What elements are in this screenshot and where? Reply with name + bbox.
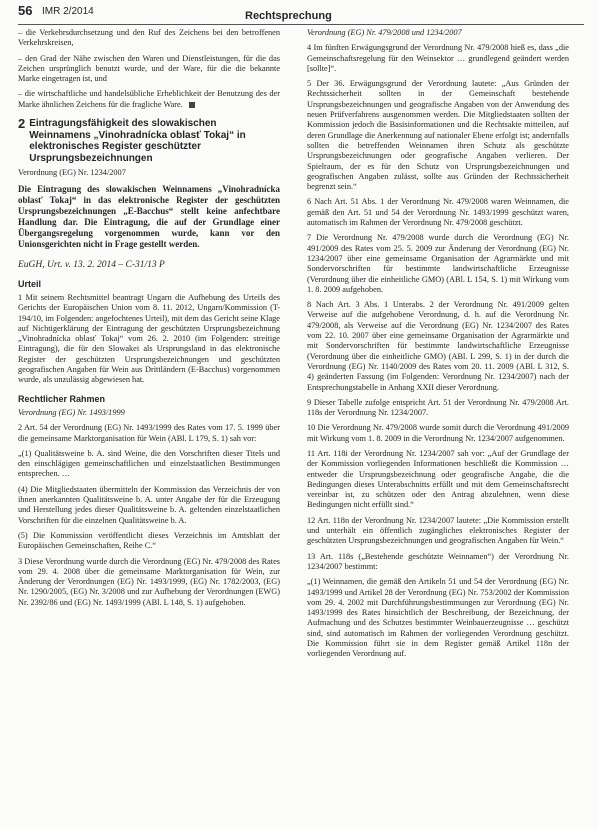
right-para: 10 Die Verordnung Nr. 479/2008 wurde somit durch die Verordnung 491/2009 mit Wirkung vom 1. 8. 2009 in die Verordnung Nr. 1234/2007 aufgenommen. xyxy=(307,423,569,443)
rahmen-heading: Rechtlicher Rahmen xyxy=(18,393,106,404)
right-subheading: Verordnung (EG) Nr. 479/2008 und 1234/2007 xyxy=(307,28,462,37)
left-column xyxy=(18,28,280,613)
right-para: 13 Art. 118s („Bestehende geschützte Weinnamen“) der Verordnung Nr. 1234/2007 bestimmt: xyxy=(307,551,569,571)
intro-para: – die wirtschaftliche und handelsübliche Erheblichkeit der Benutzung des der Marke ähnlichen Zeichens für die fragliche Ware. xyxy=(18,89,280,109)
regulation-line: Verordnung (EG) Nr. 1234/2007 xyxy=(18,168,126,178)
urteil-para: 1 Mit seinem Rechtsmittel beantragt Ungarn die Aufhebung des Urteils des Gerichts der Europäischen Union vom 8. 11. 2012, Ungarn/Kommission (T-194/10, im Folgenden: angefochtenes Urteil), mit dem das Gericht seine Klage auf Nichtigerklärung der Eintragung der geschützten Ursprungsbezeichnung „Vinohradnícka oblasť Tokaj“ vom 26. 2. 2010 (im Folgenden: streitige Eintragung), die für den Slowakei als Ursprungsland in das elektronische Register der geschützten Ursprungsbezeichnungen und geschützten geografischen Angaben für Wein aus Drittländern (E-Bacchus) vorgenommen wurde, als unzulässig abgewiesen hat. xyxy=(18,292,280,385)
intro-para: – die Verkehrsdurchsetzung und den Ruf des Zeichens bei den betroffenen Verkehrskreisen, xyxy=(18,28,280,48)
court-citation: EuGH, Urt. v. 13. 2. 2014 – C-31/13 P xyxy=(18,260,165,271)
section-title: Rechtsprechung xyxy=(245,10,332,22)
rahmen-para: 3 Diese Verordnung wurde durch die Verordnung (EG) Nr. 479/2008 des Rates vom 29. 4. 2008 über die gemeinsame Marktorganisation für Wein, zur Änderung der Verordnungen (EG) Nr. 1493/1999, (EG) Nr. 1782/2003, (EG) Nr. 1290/2005, (EG) Nr. 3/2008 und zur Aufhebung der Verordnungen (EWG) Nr. 2392/86 und (EG) Nr. 1493/1999 (ABl. L 148, S. 1) aufgehoben. xyxy=(18,556,280,607)
right-para: 4 Im fünften Erwägungsgrund der Verordnung Nr. 479/2008 hieß es, dass „die Gemeinschaftsregelung für den Weinsektor … grundlegend geändert werden [sollte]“. xyxy=(307,43,569,73)
end-square-icon xyxy=(189,102,195,108)
rahmen-para: 2 Art. 54 der Verordnung (EG) Nr. 1493/1999 des Rates vom 17. 5. 1999 über die gemeinsame Marktorganisation für Wein (ABl. L 179, S. 1) sah vor: xyxy=(18,423,280,443)
article-number: 2 xyxy=(18,116,26,132)
right-para: 8 Nach Art. 3 Abs. 1 Unterabs. 2 der Verordnung Nr. 491/2009 gelten Verweise auf die aufgehobene Verordnung, d. h. auf die Verordnung Nr. 479/2008, als Verweise auf die Verordnung (EG) Nr. 1234/2007 des Rates vom 22. 10. 2007 über eine gemeinsame Organisation der Agrarmärkte und mit Sondervorschriften für bestimmte landwirtschaftliche Erzeugnisse (Verordnung über die einheitliche GMO) (ABl. L 299, S. 1) in der durch die Verordnung (EG) Nr. 1140/2009 des Rates vom 20. 11. 2009 (ABl. L 312, S. 4) geänderten Fassung (im Folgenden: Verordnung Nr. 1234/2007) nach der Entsprechungstabelle in Anhang XXII dieser Verordnung. xyxy=(307,300,569,392)
page-number: 56 xyxy=(18,3,33,18)
rahmen-para: „(1) Qualitätsweine b. A. sind Weine, die den Vorschriften dieser Titels und den einschlägigen gemeinschaftlichen und einzelstaatlichen Bestimmungen entsprechen. … xyxy=(18,448,280,479)
right-para: 11 Art. 118i der Verordnung Nr. 1234/2007 sah vor: „Auf der Grundlage der der Kommission vorliegenden Informationen beschließt die Kommission … entweder die Ursprungsbezeichnung oder geografische Angabe, die die Bedingungen dieses Unterabschnitts erfüllt und mit dem Gemeinschaftsrecht vereinbar ist, zu schützen oder den Antrag abzulehnen, wenn diese Bedingungen nicht erfüllt sind.“ xyxy=(307,448,569,510)
lead-text: Die Eintragung des slowakischen Weinnamens „Vinohradnícka oblasť Tokaj“ in das elektronische Register der geschützten Ursprungsbezeichnungen „E-Bacchus“ stellt keine anfechtbare Handlung dar. Die Eintragung, die auf der Grundlage einer Übergangsregelung vorgenommen wurde, kann vor den Unionsgerichten nicht in Frage gestellt werden. xyxy=(18,184,280,250)
right-column xyxy=(307,28,569,665)
rahmen-para: (4) Die Mitgliedstaaten übermitteln der Kommission das Verzeichnis der von ihnen anerkannten Qualitätsweine b. A. unter Angabe der für die Erzeugung und Herstellung jedes dieser Qualitätsweine b. A. geltenden einzelstaatlichen Vorschriften für die einzelnen Qualitätsweine b. A. xyxy=(18,484,280,525)
right-para: 7 Die Verordnung Nr. 479/2008 wurde durch die Verordnung (EG) Nr. 491/2009 des Rates vom 25. 5. 2009 zur Änderung der Verordnung (EG) Nr. 1234/2007 über eine gemeinsame Organisation der Agrarmärkte und mit Sondervorschriften für bestimmte landwirtschaftliche Erzeugnisse (Verordnung über die einheitliche GMO) (ABl. L 154, S. 1) mit Wirkung vom 1. 8. 2009 aufgehoben. xyxy=(307,233,569,294)
right-para: 6 Nach Art. 51 Abs. 1 der Verordnung Nr. 479/2008 waren Weinnamen, die gemäß den Art. 51 und 54 der Verordnung Nr. 1493/1999 geschützt waren, automatisch im Rahmen der Verordnung Nr. 479/2008 geschützt. xyxy=(307,197,569,228)
article-heading xyxy=(18,118,280,164)
intro-para: – den Grad der Nähe zwischen den Waren und Dienstleistungen, für die das Zeichen ursprünglich benutzt wurde, und der Ware, für die die bekannte Marke eingetragen ist, und xyxy=(18,53,280,84)
rahmen-subheading: Verordnung (EG) Nr. 1493/1999 xyxy=(18,407,125,417)
rahmen-para: (5) Die Kommission veröffentlicht dieses Verzeichnis im Amtsblatt der Europäischen Gemeinschaften, Reihe C.“ xyxy=(18,530,280,551)
article-title: Eintragungsfähigkeit des slowakischen Weinnamens „Vinohradnícka oblasť Tokaj“ in elektronisches Register geschützter Ursprungsbezeichnungen xyxy=(29,118,246,164)
journal-name: IMR 2/2014 xyxy=(42,6,94,17)
urteil-heading: Urteil xyxy=(18,278,42,289)
header-rule xyxy=(18,24,584,25)
right-para: 5 Der 36. Erwägungsgrund der Verordnung lautete: „Aus Gründen der Rechtssicherheit sollten in der Gemeinschaft bestehende Ursprungsbezeichnungen und geografische Angaben von der Anwendung des neuen Prüfverfahrens ausgenommen werden. Die Mitgliedstaaten sollten der Kommission jedoch die Basisinformationen und die Rechtsakte mitteilen, auf deren Grundlage die Anerkennung auf nationaler Ebene erfolgt ist; andernfalls sollten die betreffenden Weinnamen ihren Schutz als geschützte Ursprungsbezeichnungen oder geografische Angaben verlieren. Der Spielraum, der es für den Schutz von Ursprungsbezeichnungen und geografischen Angaben zulässt, sollte aus Gründen der Rechtssicherheit begrenzt sein.“ xyxy=(307,79,569,192)
right-para: 9 Dieser Tabelle zufolge entspricht Art. 51 der Verordnung Nr. 479/2008 Art. 118s der Verordnung Nr. 1234/2007. xyxy=(307,397,569,418)
right-para: 12 Art. 118n der Verordnung Nr. 1234/2007 lautete: „Die Kommission erstellt und unterhält ein öffentlich zugängliches elektronisches Register der geschützten Ursprungsbezeichnungen und geografischen Angaben für Wein.“ xyxy=(307,515,569,546)
right-para: „(1) Weinnamen, die gemäß den Artikeln 51 und 54 der Verordnung (EG) Nr. 1493/1999 und Artikel 28 der Verordnung (EG) Nr. 753/2002 der Kommission vom 29. 4. 2002 mit Durchführungsbestimmungen zur Verordnung (EG) Nr. 1493/1999 des Rates hinsichtlich der Beschreibung, der Bezeichnung, der Aufmachung und des Schutzes bestimmter Weinbauerzeugnisse … geschützt sind, sind automatisch im Rahmen der vorliegenden Verordnung geschützt. Die Kommission führt sie in dem Register gemäß Artikel 118n der vorliegenden Verordnung auf. xyxy=(307,577,569,659)
